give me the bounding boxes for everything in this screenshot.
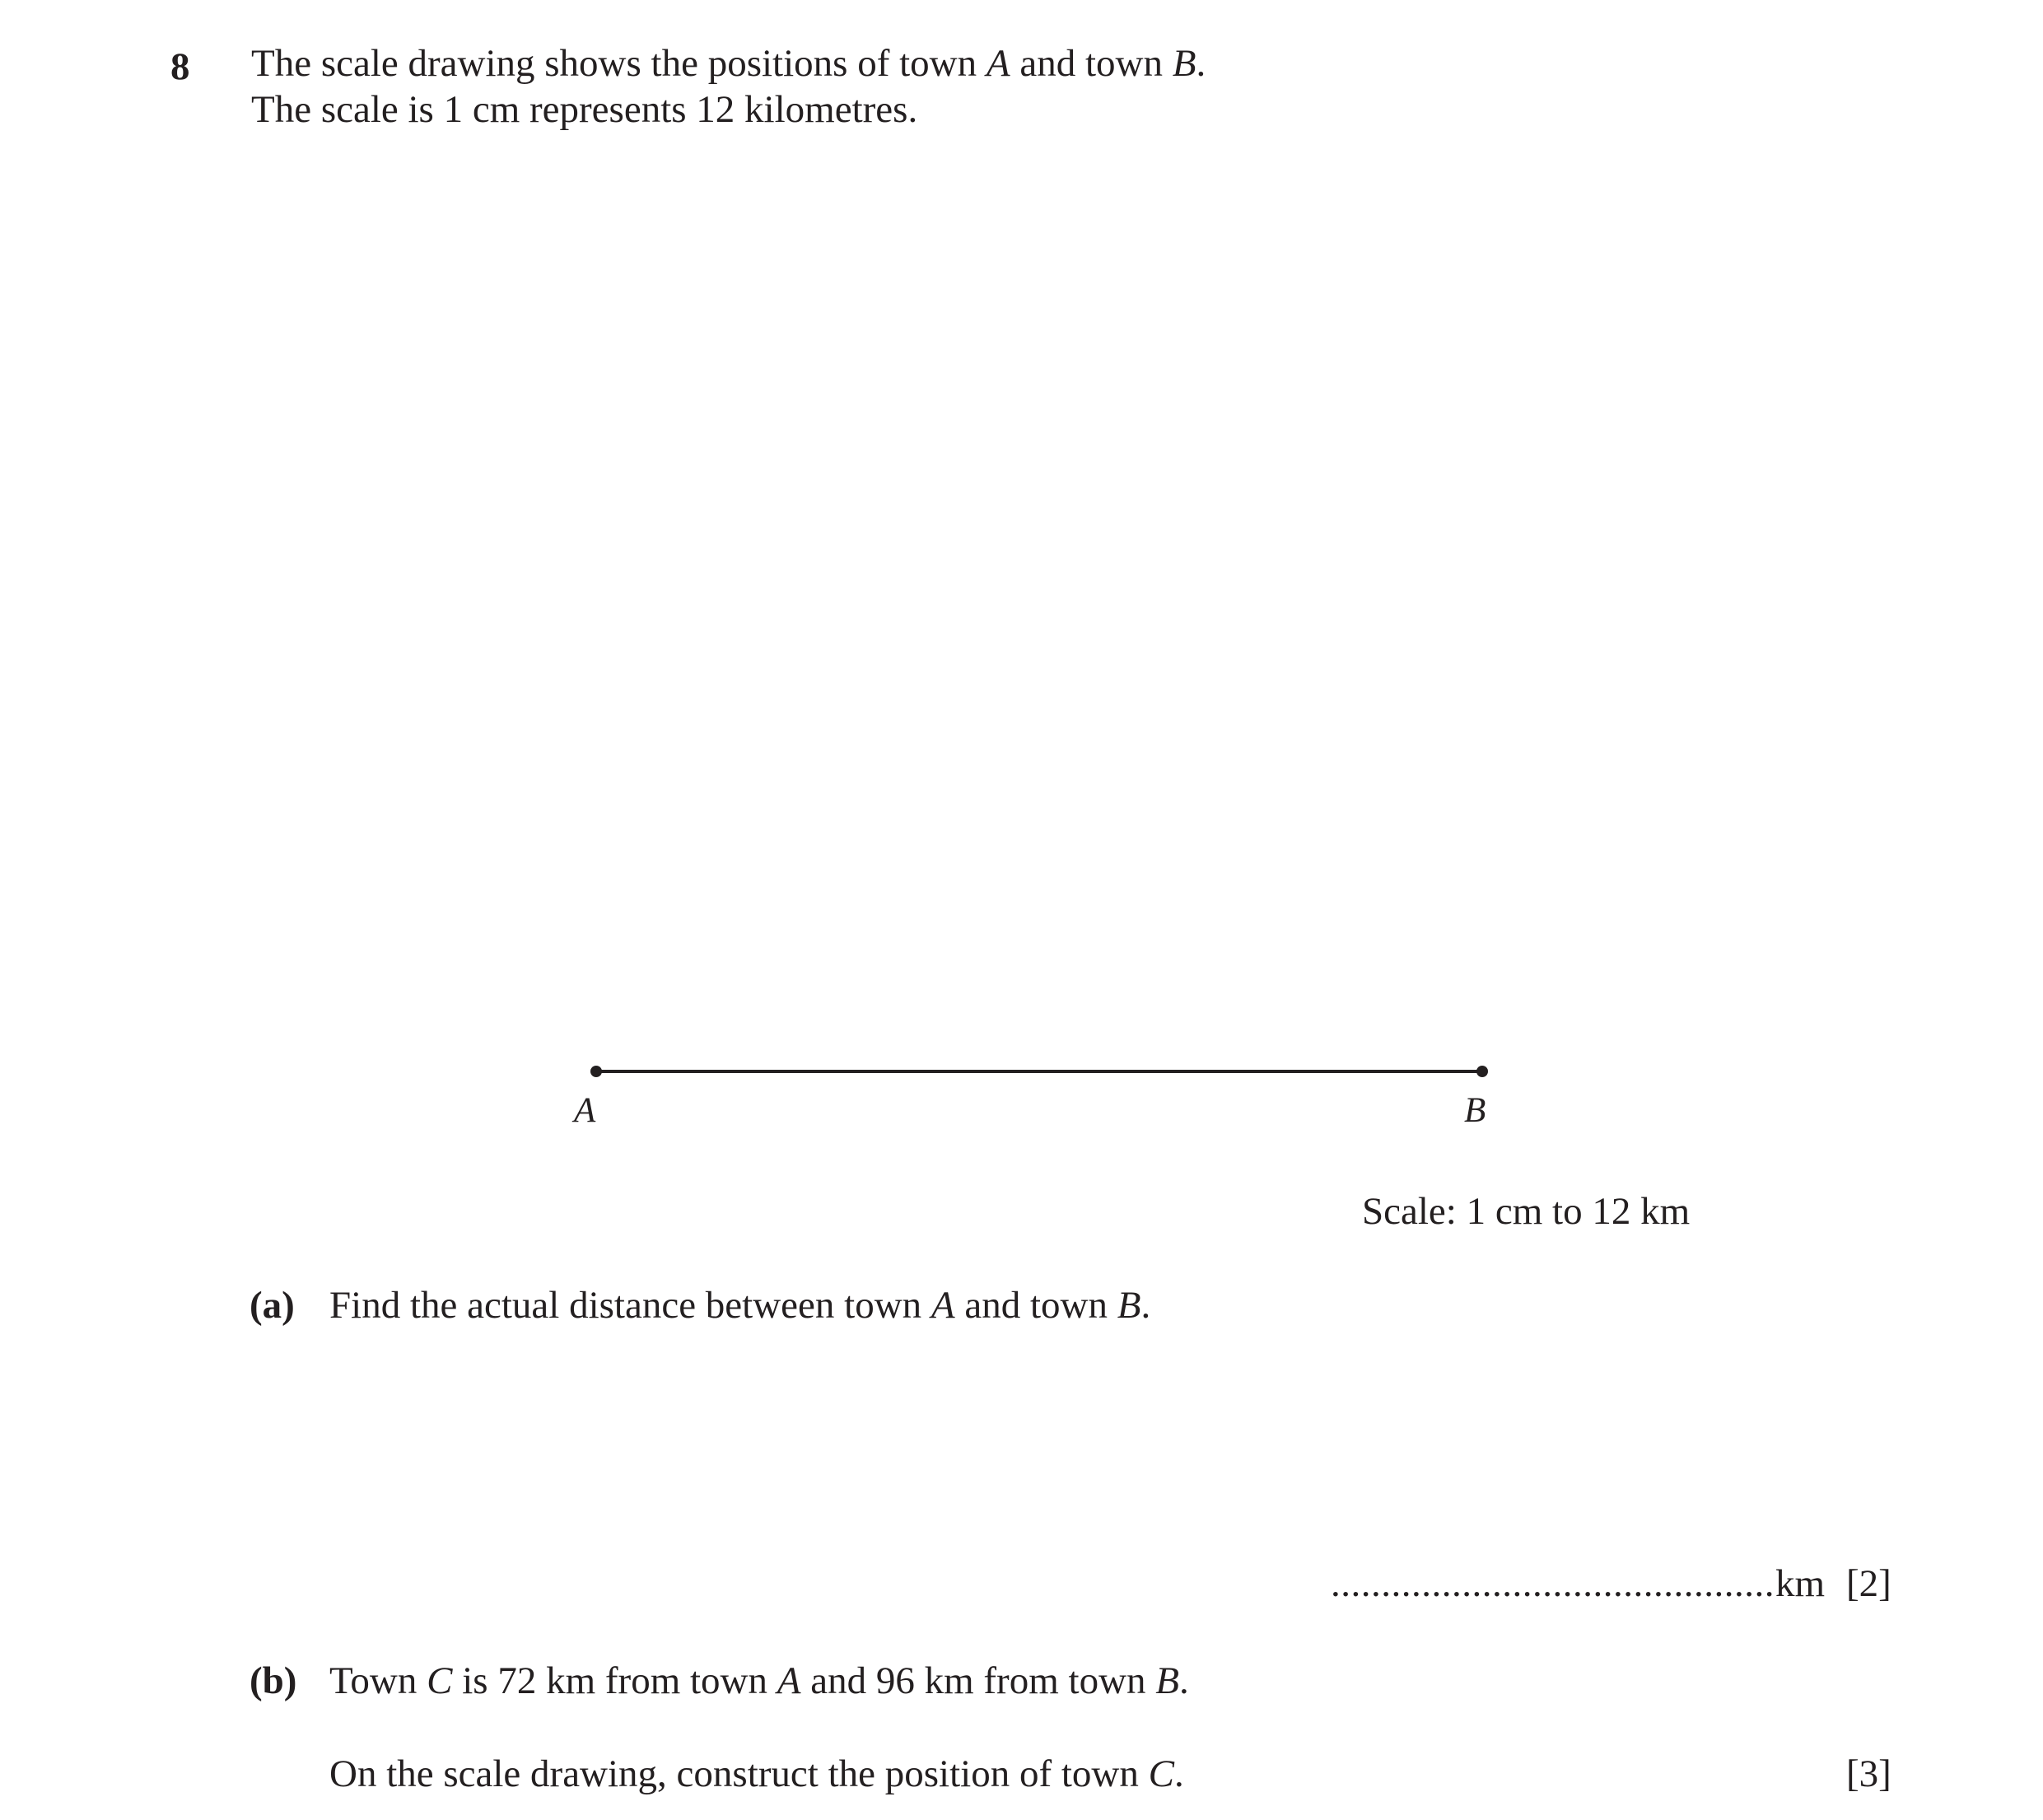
part-a-town-b: B bbox=[1117, 1284, 1141, 1327]
part-b-town-a: A bbox=[777, 1659, 801, 1702]
part-b-label: (b) bbox=[250, 1659, 297, 1702]
point-b-label: B bbox=[1464, 1091, 1486, 1130]
part-b-line-1 bbox=[329, 1659, 1189, 1702]
part-a-answer-unit: km bbox=[1775, 1562, 1826, 1605]
point-a-dot bbox=[590, 1066, 602, 1077]
part-b-town-c: C bbox=[427, 1659, 453, 1702]
intro-text-pre: The scale drawing shows the positions of town bbox=[251, 42, 987, 85]
part-b-text-mid-2: and 96 km from town bbox=[800, 1659, 1156, 1702]
question-intro-line-2: The scale is 1 cm represents 12 kilometres. bbox=[251, 88, 918, 131]
part-b-line-2 bbox=[329, 1752, 1184, 1795]
part-b-line-2-end: . bbox=[1173, 1752, 1184, 1795]
part-b-text-mid-1: is 72 km from town bbox=[452, 1659, 777, 1702]
part-b-town-b: B bbox=[1155, 1659, 1179, 1702]
part-a-marks: [2] bbox=[1846, 1562, 1891, 1605]
point-b-dot bbox=[1476, 1066, 1488, 1077]
intro-town-b: B bbox=[1172, 42, 1196, 85]
part-a-text-pre: Find the actual distance between town bbox=[329, 1284, 931, 1327]
point-a-label: A bbox=[574, 1091, 596, 1130]
part-a-label: (a) bbox=[250, 1284, 295, 1327]
question-number: 8 bbox=[170, 45, 190, 88]
part-a-answer-line[interactable]: ............................................ bbox=[1331, 1562, 1775, 1605]
scale-label: Scale: 1 cm to 12 km bbox=[1362, 1190, 1691, 1233]
part-b-text-pre: Town bbox=[329, 1659, 427, 1702]
part-a-text-mid: and town bbox=[954, 1284, 1117, 1327]
part-a-town-a: A bbox=[931, 1284, 955, 1327]
intro-town-a: A bbox=[986, 42, 1010, 85]
part-a-question bbox=[329, 1286, 1150, 1325]
part-b-line-2-town-c: C bbox=[1148, 1752, 1174, 1795]
part-b-marks: [3] bbox=[1846, 1752, 1891, 1795]
part-a-text-end: . bbox=[1140, 1284, 1151, 1327]
part-b-line-2-pre: On the scale drawing, construct the position of town bbox=[329, 1752, 1149, 1795]
intro-text-end: . bbox=[1196, 42, 1206, 85]
intro-text-mid: and town bbox=[1010, 42, 1173, 85]
part-b-text-end: . bbox=[1178, 1659, 1189, 1702]
question-intro-line-1 bbox=[251, 44, 1206, 83]
